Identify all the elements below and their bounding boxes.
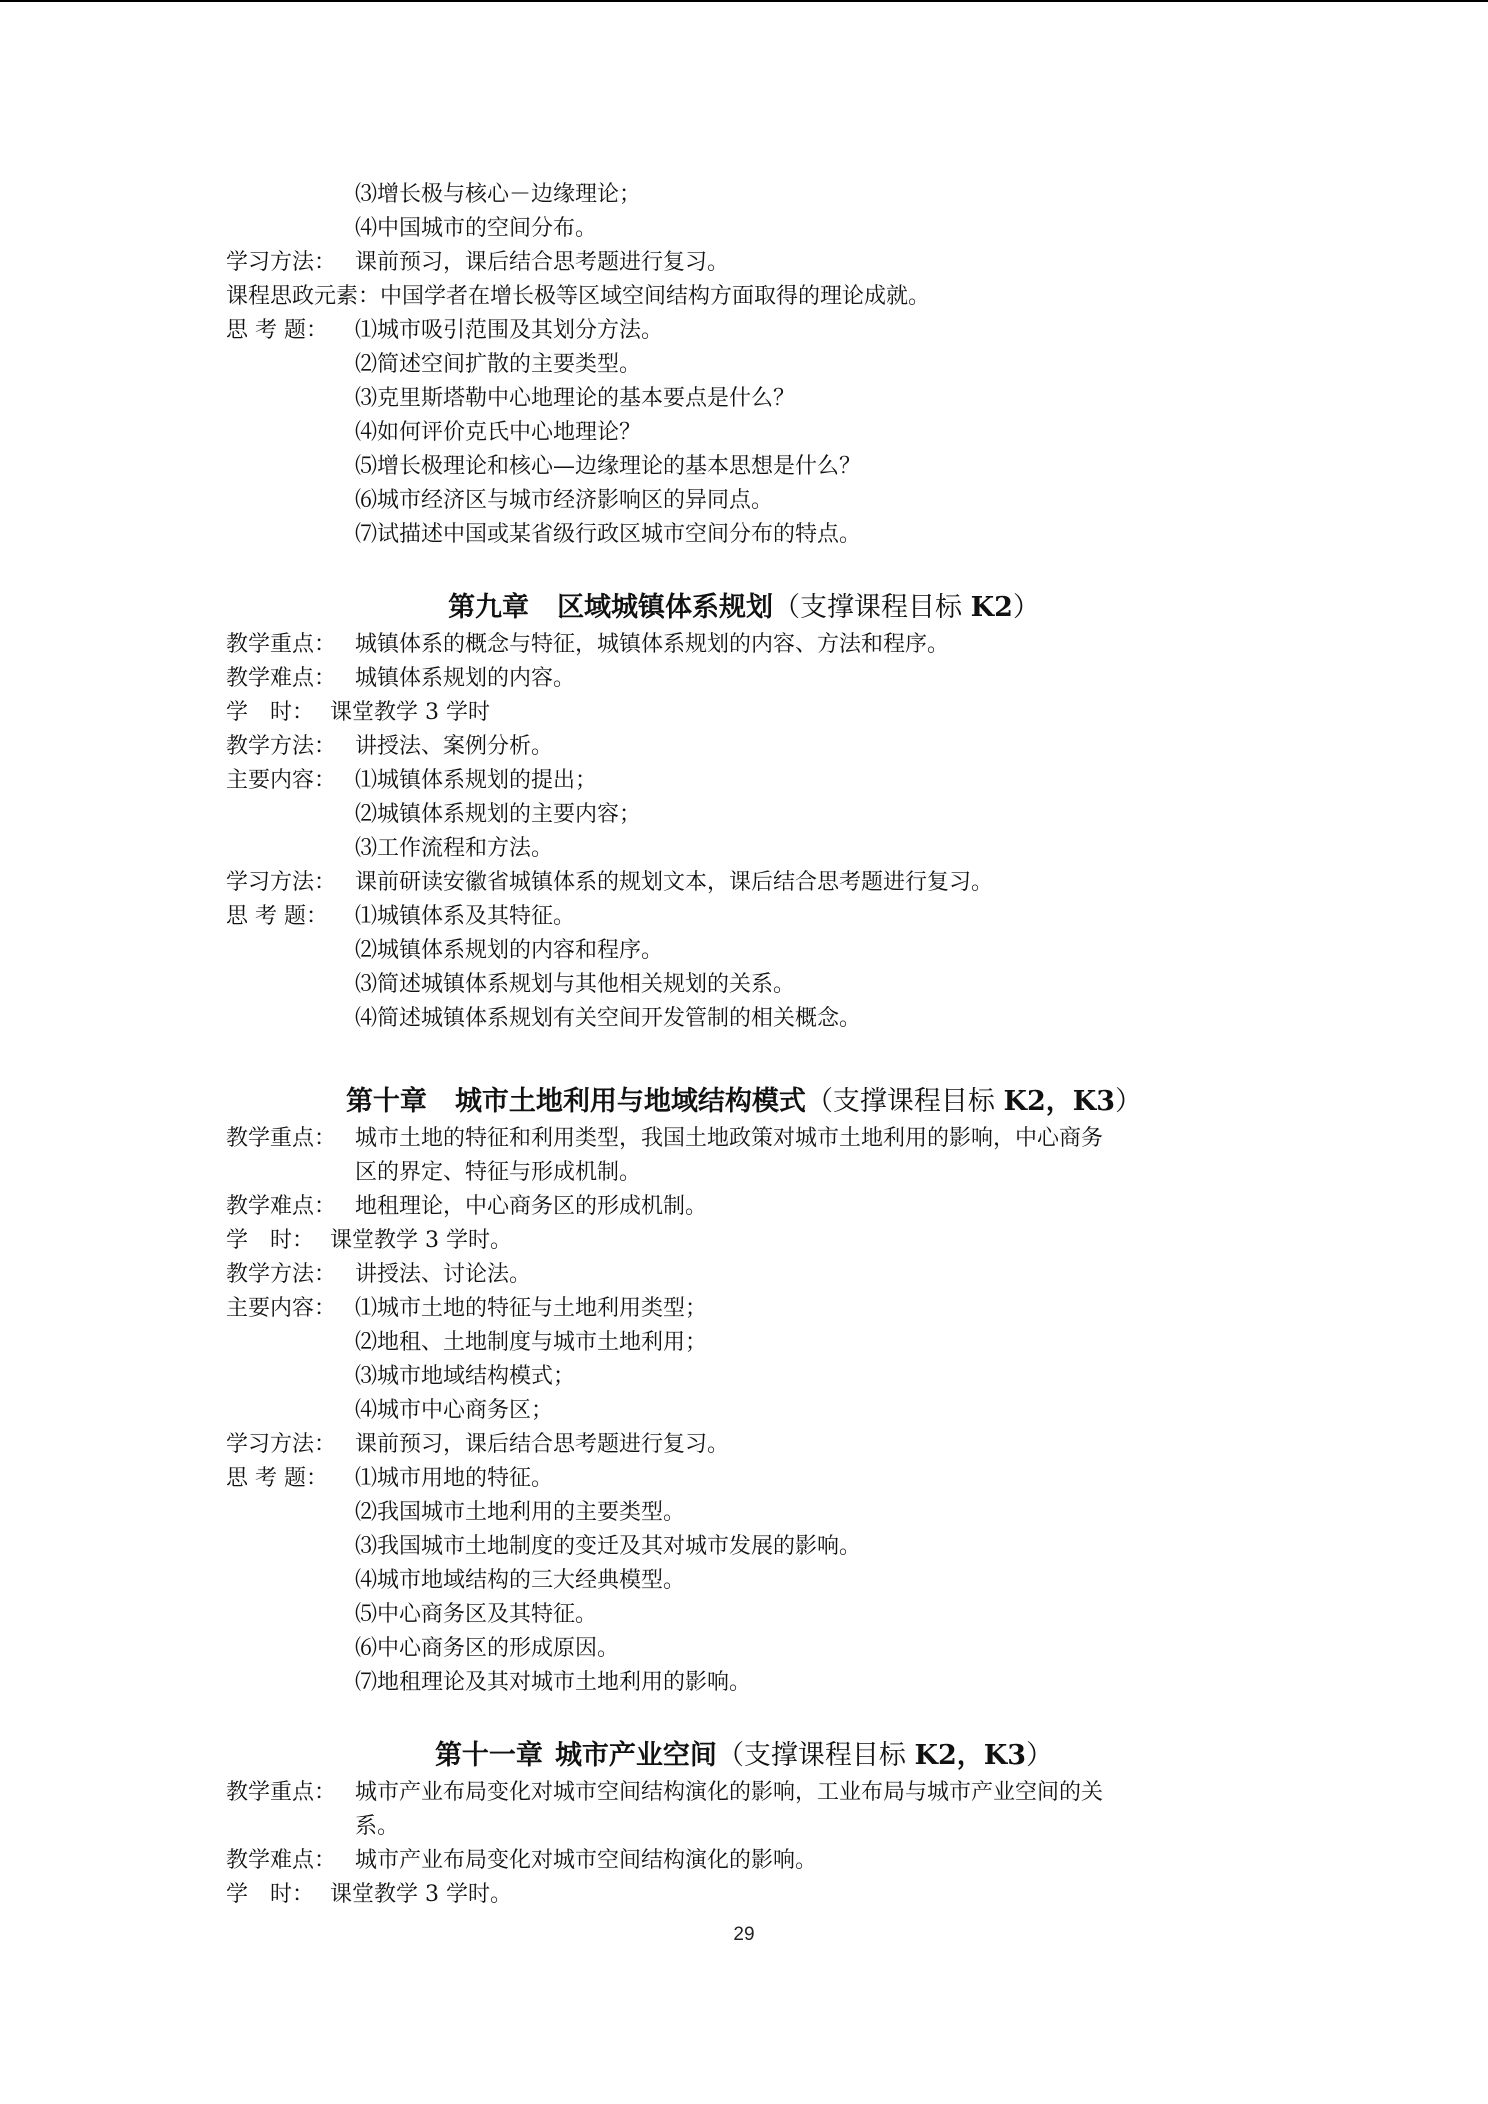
list-item: ⑷中国城市的空间分布。 — [355, 216, 598, 241]
field-value: 课前预习，课后结合思考题进行复习。 — [355, 250, 730, 275]
field-label: 学习方法： — [226, 870, 337, 895]
field-value-continued: 系。 — [355, 1814, 400, 1839]
field-value: 课堂教学 3 学时 — [330, 700, 490, 725]
field-value: 讲授法、案例分析。 — [355, 734, 554, 759]
field-label: 学 时： — [226, 1228, 315, 1253]
list-item: ⑴城市用地的特征。 — [355, 1466, 554, 1491]
list-item: ⑸中心商务区及其特征。 — [355, 1602, 598, 1627]
field-label: 思 考 题： — [226, 318, 328, 343]
list-item: ⑴城镇体系及其特征。 — [355, 904, 576, 929]
support-open: （支撑课程目标 — [716, 1740, 915, 1771]
field-label: 教学重点： — [226, 1126, 337, 1151]
list-item: ⑶工作流程和方法。 — [355, 836, 554, 861]
field-label: 教学重点： — [226, 1780, 337, 1805]
list-item: ⑹城市经济区与城市经济影响区的异同点。 — [355, 488, 774, 513]
field-label: 课程思政元素： — [226, 284, 381, 309]
list-item: ⑺试描述中国或某省级行政区城市空间分布的特点。 — [355, 522, 862, 547]
list-item: ⑷城市地域结构的三大经典模型。 — [355, 1568, 686, 1593]
field-value: 中国学者在增长极等区域空间结构方面取得的理论成就。 — [380, 284, 931, 309]
field-label: 教学重点： — [226, 632, 337, 657]
page-number: 29 — [733, 1924, 755, 1945]
chapter-number: 第九章 — [448, 592, 530, 623]
field-label: 教学方法： — [226, 734, 337, 759]
support-close: ） — [1115, 1086, 1143, 1117]
field-value: 讲授法、讨论法。 — [355, 1262, 532, 1287]
field-value: 地租理论，中心商务区的形成机制。 — [355, 1194, 708, 1219]
support-targets: K2 — [970, 592, 1013, 623]
list-item: ⑷简述城镇体系规划有关空间开发管制的相关概念。 — [355, 1006, 862, 1031]
field-label: 教学方法： — [226, 1262, 337, 1287]
chapter-number: 第十一章 — [434, 1740, 543, 1771]
list-item: ⑵简述空间扩散的主要类型。 — [355, 352, 642, 377]
list-item: ⑸增长极理论和核心—边缘理论的基本思想是什么？ — [355, 454, 862, 479]
field-label: 教学难点： — [226, 1194, 337, 1219]
field-value: 课前预习，课后结合思考题进行复习。 — [355, 1432, 730, 1457]
list-item: ⑶简述城镇体系规划与其他相关规划的关系。 — [355, 972, 796, 997]
list-item: ⑶我国城市土地制度的变迁及其对城市发展的影响。 — [355, 1534, 862, 1559]
chapter-title: 城市产业空间 — [554, 1740, 717, 1771]
chapter-number: 第十章 — [345, 1086, 427, 1117]
list-item: ⑵城镇体系规划的主要内容； — [355, 802, 642, 827]
field-label: 学习方法： — [226, 1432, 337, 1457]
list-item: ⑵城镇体系规划的内容和程序。 — [355, 938, 664, 963]
field-value: 城镇体系规划的内容。 — [355, 666, 576, 691]
field-label: 教学难点： — [226, 666, 337, 691]
list-item: ⑺地租理论及其对城市土地利用的影响。 — [355, 1670, 752, 1695]
field-value: 城市产业布局变化对城市空间结构演化的影响，工业布局与城市产业空间的关 — [355, 1780, 1104, 1805]
field-value: 城镇体系的概念与特征，城镇体系规划的内容、方法和程序。 — [355, 632, 950, 657]
field-label: 学习方法： — [226, 250, 337, 275]
support-targets: K2，K3 — [1003, 1086, 1116, 1117]
chapter-10-heading — [0, 1082, 1488, 1122]
field-value: 城市产业布局变化对城市空间结构演化的影响。 — [355, 1848, 818, 1873]
list-item: ⑴城市吸引范围及其划分方法。 — [355, 318, 664, 343]
chapter-11-heading — [0, 1736, 1488, 1776]
list-item: ⑵地租、土地制度与城市土地利用； — [355, 1330, 708, 1355]
field-label: 主要内容： — [226, 768, 337, 793]
field-label: 主要内容： — [226, 1296, 337, 1321]
field-value: 课堂教学 3 学时。 — [330, 1882, 512, 1907]
list-item: ⑵我国城市土地利用的主要类型。 — [355, 1500, 686, 1525]
field-value: 课堂教学 3 学时。 — [330, 1228, 512, 1253]
chapter-9-heading — [0, 588, 1488, 628]
support-targets: K2，K3 — [914, 1740, 1027, 1771]
list-item: ⑴城镇体系规划的提出； — [355, 768, 598, 793]
list-item: ⑶城市地域结构模式； — [355, 1364, 576, 1389]
field-label: 思 考 题： — [226, 904, 328, 929]
list-item: ⑶增长极与核心－边缘理论； — [355, 182, 642, 207]
field-value: 城市土地的特征和利用类型，我国土地政策对城市土地利用的影响，中心商务 — [355, 1126, 1104, 1151]
list-item: ⑷城市中心商务区； — [355, 1398, 554, 1423]
field-value-continued: 区的界定、特征与形成机制。 — [355, 1160, 642, 1185]
support-open: （支撑课程目标 — [805, 1086, 1004, 1117]
field-label: 思 考 题： — [226, 1466, 328, 1491]
list-item: ⑹中心商务区的形成原因。 — [355, 1636, 620, 1661]
support-open: （支撑课程目标 — [773, 592, 971, 623]
field-label: 学 时： — [226, 1882, 315, 1907]
top-border — [0, 0, 1488, 2]
chapter-title: 区域城镇体系规划 — [557, 592, 774, 623]
list-item: ⑶克里斯塔勒中心地理论的基本要点是什么？ — [355, 386, 796, 411]
list-item: ⑴城市土地的特征与土地利用类型； — [355, 1296, 708, 1321]
support-close: ） — [1026, 1740, 1054, 1771]
chapter-title: 城市土地利用与地域结构模式 — [454, 1086, 806, 1117]
field-value: 课前研读安徽省城镇体系的规划文本，课后结合思考题进行复习。 — [355, 870, 994, 895]
support-close: ） — [1012, 592, 1040, 623]
list-item: ⑷如何评价克氏中心地理论？ — [355, 420, 642, 445]
field-label: 教学难点： — [226, 1848, 337, 1873]
field-label: 学 时： — [226, 700, 315, 725]
